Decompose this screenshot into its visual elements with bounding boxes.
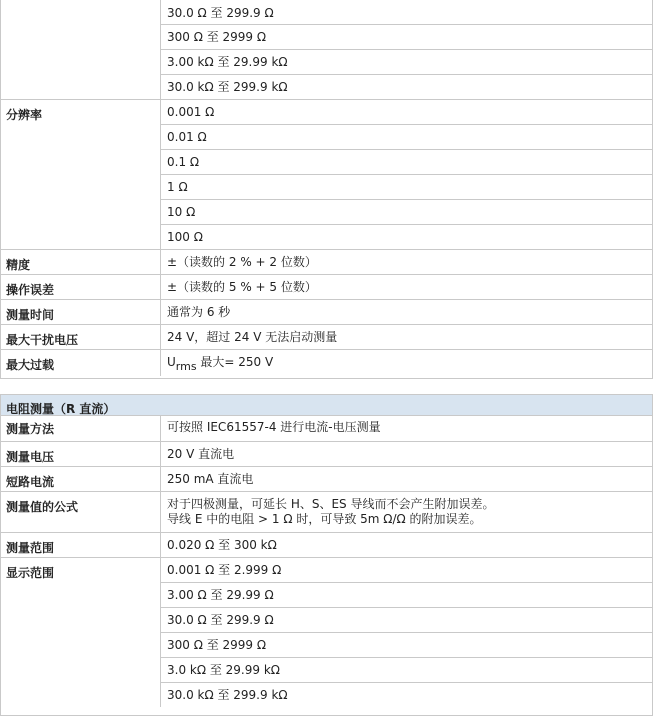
resolution-cell: 0.1 Ω (161, 149, 652, 174)
method-row (1, 416, 652, 441)
method-value: 可按照 IEC61557-4 进行电流-电压测量 (167, 420, 381, 434)
range-cell: 30.0 kΩ 至 299.9 kΩ (161, 74, 652, 99)
formula-label: 测量值的公式 (1, 491, 161, 532)
max-overload-rest: 最大= 250 V (196, 355, 274, 369)
display-values (161, 557, 652, 707)
voltage-row (1, 441, 652, 466)
urms-subscript: rms (175, 360, 197, 373)
max-interf-row (1, 324, 652, 349)
range-cell: 30.0 Ω 至 299.9 Ω (167, 6, 274, 20)
meas-time-row (1, 299, 652, 324)
display-cell: 3.0 kΩ 至 29.99 kΩ (161, 657, 652, 682)
display-label: 显示范围 (1, 557, 161, 707)
formula-line-1: 对于四极测量，可延长 H、S、ES 导线而不会产生附加误差。 (167, 497, 495, 511)
range-cell: 3.00 kΩ 至 29.99 kΩ (161, 49, 652, 74)
accuracy-value: ±（读数的 2 % + 2 位数） (161, 249, 652, 274)
display-row (1, 557, 652, 707)
max-overload-row (1, 349, 652, 376)
range-continued-row (1, 0, 652, 99)
max-interf-label: 最大干扰电压 (1, 324, 161, 349)
short-row (1, 466, 652, 491)
resolution-values (161, 99, 652, 249)
range-label: 测量范围 (1, 532, 161, 557)
resolution-cell: 1 Ω (161, 174, 652, 199)
resolution-label: 分辨率 (1, 99, 161, 249)
op-error-value: ±（读数的 5 % + 5 位数） (161, 274, 652, 299)
formula-value (161, 491, 652, 532)
short-label: 短路电流 (1, 466, 161, 491)
resolution-cell: 100 Ω (161, 224, 652, 249)
max-overload-value (161, 349, 652, 376)
max-interf-value: 24 V，超过 24 V 无法启动测量 (161, 324, 652, 349)
spec-table-2 (0, 394, 653, 716)
urms-symbol: U (167, 355, 176, 369)
resolution-row (1, 99, 652, 249)
range-continued-label-cell (1, 0, 161, 99)
section-header: 电阻测量（R 直流） (1, 395, 652, 416)
formula-row (1, 491, 652, 532)
op-error-label: 操作误差 (1, 274, 161, 299)
range-cell: 300 Ω 至 2999 Ω (161, 24, 652, 49)
display-cell: 300 Ω 至 2999 Ω (161, 632, 652, 657)
range-continued-values (161, 0, 652, 99)
method-label: 测量方法 (1, 416, 161, 441)
range-row (1, 532, 652, 557)
accuracy-label: 精度 (1, 249, 161, 274)
op-error-row (1, 274, 652, 299)
resolution-cell: 0.01 Ω (161, 124, 652, 149)
voltage-label: 测量电压 (1, 441, 161, 466)
display-cell: 30.0 Ω 至 299.9 Ω (161, 607, 652, 632)
formula-line-2: 导线 E 中的电阻 > 1 Ω 时，可导致 5m Ω/Ω 的附加误差。 (167, 512, 482, 526)
meas-time-value: 通常为 6 秒 (161, 299, 652, 324)
meas-time-label: 测量时间 (1, 299, 161, 324)
accuracy-row (1, 249, 652, 274)
range-value: 0.020 Ω 至 300 kΩ (161, 532, 652, 557)
resolution-cell: 0.001 Ω (161, 99, 652, 124)
voltage-value: 20 V 直流电 (161, 441, 652, 466)
display-cell: 0.001 Ω 至 2.999 Ω (161, 557, 652, 582)
resolution-cell: 10 Ω (161, 199, 652, 224)
display-cell: 30.0 kΩ 至 299.9 kΩ (161, 682, 652, 707)
short-value: 250 mA 直流电 (161, 466, 652, 491)
display-cell: 3.00 Ω 至 29.99 Ω (161, 582, 652, 607)
max-overload-label: 最大过载 (1, 349, 161, 376)
